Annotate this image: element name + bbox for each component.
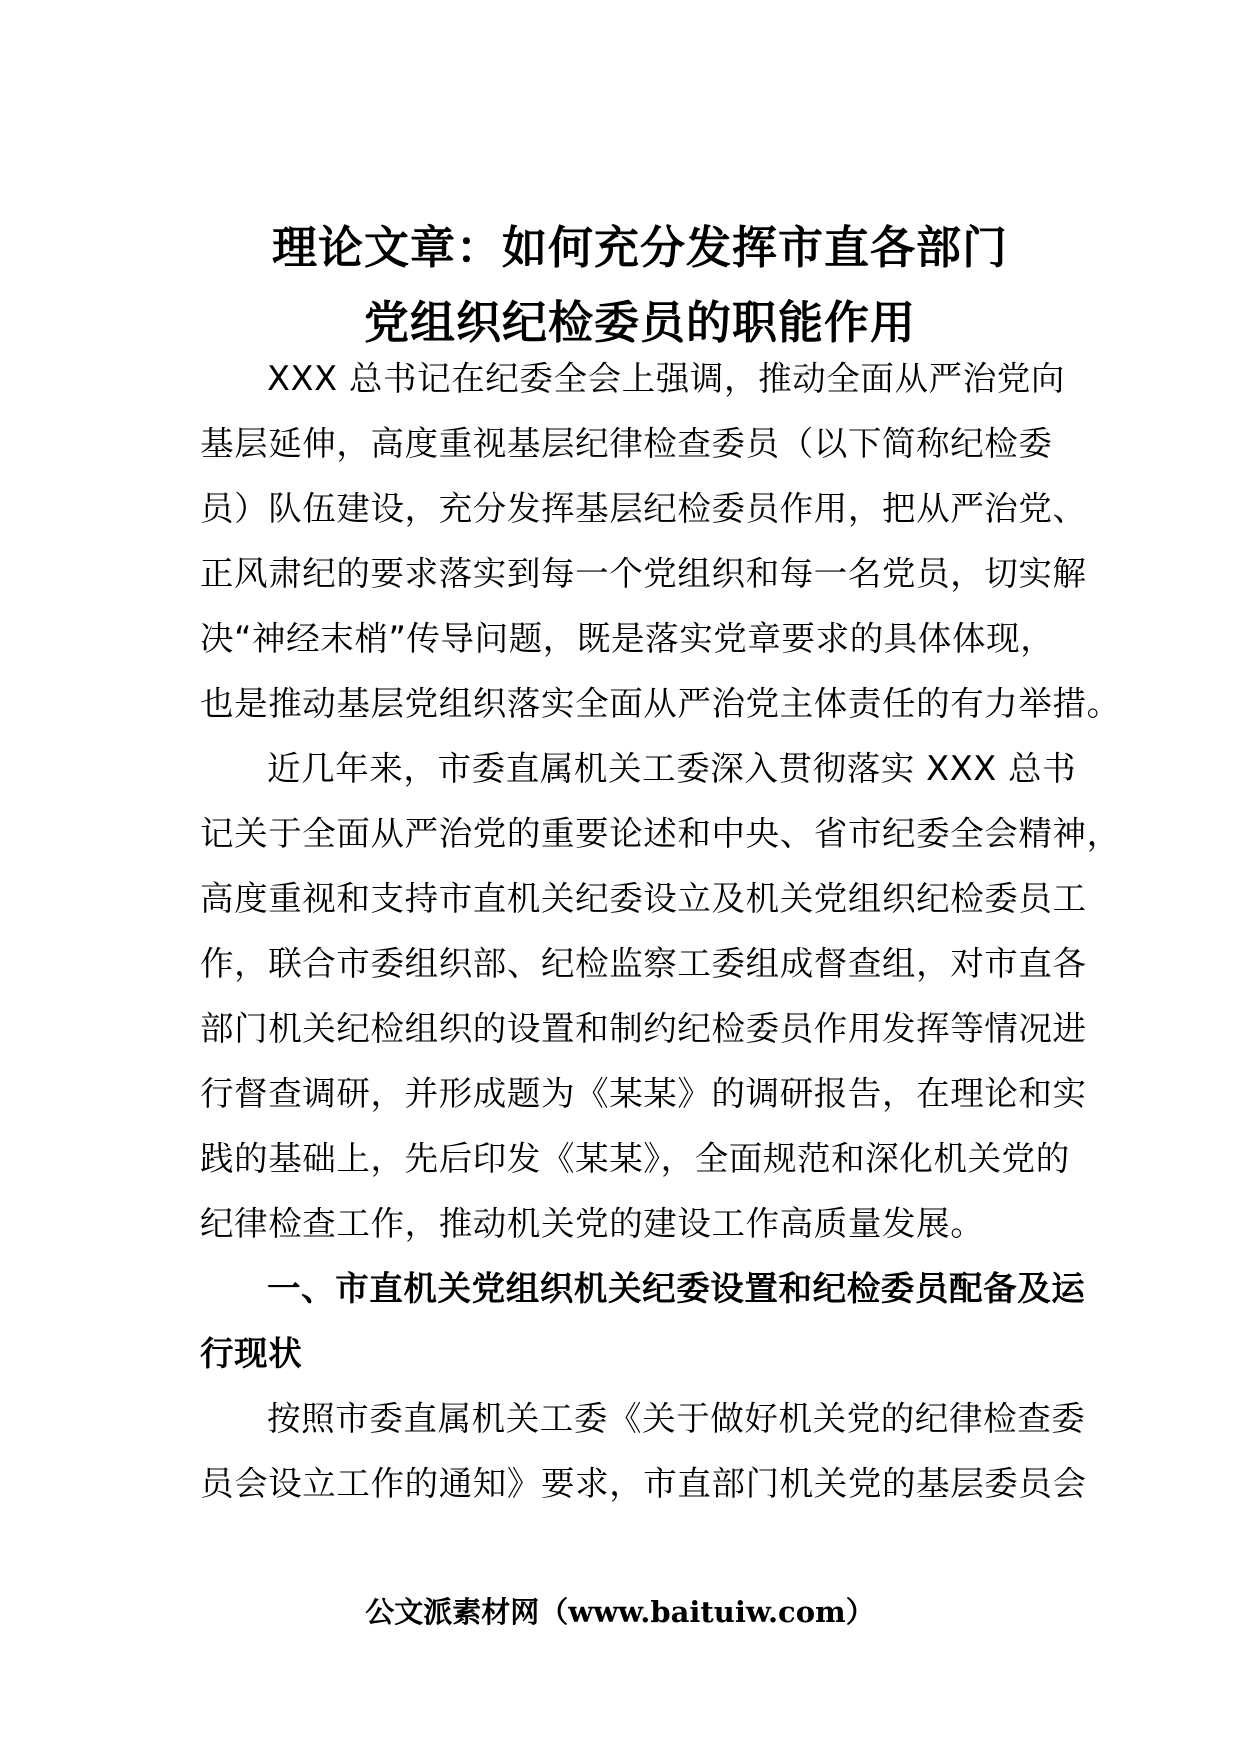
heading-line: 行现状 bbox=[200, 1334, 303, 1373]
document-title bbox=[200, 210, 1080, 360]
text-line: 记关于全面从严治党的重要论述和中央、省市纪委全会精神， bbox=[200, 814, 1121, 853]
text-line: 高度重视和支持市直机关纪委设立及机关党组织纪检委员工 bbox=[200, 879, 1087, 918]
text-line: 部门机关纪检组织的设置和制约纪检委员作用发挥等情况进 bbox=[200, 1009, 1087, 1048]
text-line: 正风肃纪的要求落实到每一个党组织和每一名党员，切实解 bbox=[200, 554, 1087, 593]
paragraph-section-1 bbox=[200, 1386, 1090, 1516]
text-line: 行督查调研，并形成题为《某某》的调研报告，在理论和实 bbox=[200, 1074, 1087, 1113]
document-body bbox=[200, 346, 1121, 1516]
text-line: 基层延伸，高度重视基层纪律检查委员（以下简称纪检委 bbox=[200, 424, 1053, 463]
text-line: 也是推动基层党组织落实全面从严治党主体责任的有力举措。 bbox=[200, 684, 1121, 723]
page-footer: 公文派素材网（www.baituiw.com） bbox=[365, 1595, 875, 1629]
text-line: 践的基础上，先后印发《某某》，全面规范和深化机关党的 bbox=[200, 1139, 1070, 1178]
paragraph-intro bbox=[200, 346, 1121, 736]
text-line: 近几年来，市委直属机关工委深入贯彻落实 XXX 总书 bbox=[267, 749, 1077, 788]
paragraph-background bbox=[200, 736, 1121, 1256]
text-line: 决“神经末梢”传导问题，既是落实党章要求的具体体现， bbox=[200, 619, 1055, 658]
text-line: 员会设立工作的通知》要求，市直部门机关党的基层委员会 bbox=[200, 1464, 1087, 1503]
text-line: 员）队伍建设，充分发挥基层纪检委员作用，把从严治党、 bbox=[200, 489, 1087, 528]
text-line: 纪律检查工作，推动机关党的建设工作高质量发展。 bbox=[200, 1204, 985, 1243]
text-line: XXX 总书记在纪委全会上强调，推动全面从严治党向 bbox=[267, 359, 1065, 398]
text-line: 作，联合市委组织部、纪检监察工委组成督查组，对市直各 bbox=[200, 944, 1087, 983]
title-line-2: 党组织纪检委员的职能作用 bbox=[363, 296, 916, 349]
text-line: 按照市委直属机关工委《关于做好机关党的纪律检查委 bbox=[267, 1399, 1086, 1438]
section-heading-1 bbox=[200, 1256, 1090, 1386]
heading-line: 一、市直机关党组织机关纪委设置和纪检委员配备及运 bbox=[267, 1269, 1086, 1308]
title-line-1: 理论文章：如何充分发挥市直各部门 bbox=[271, 221, 1008, 274]
